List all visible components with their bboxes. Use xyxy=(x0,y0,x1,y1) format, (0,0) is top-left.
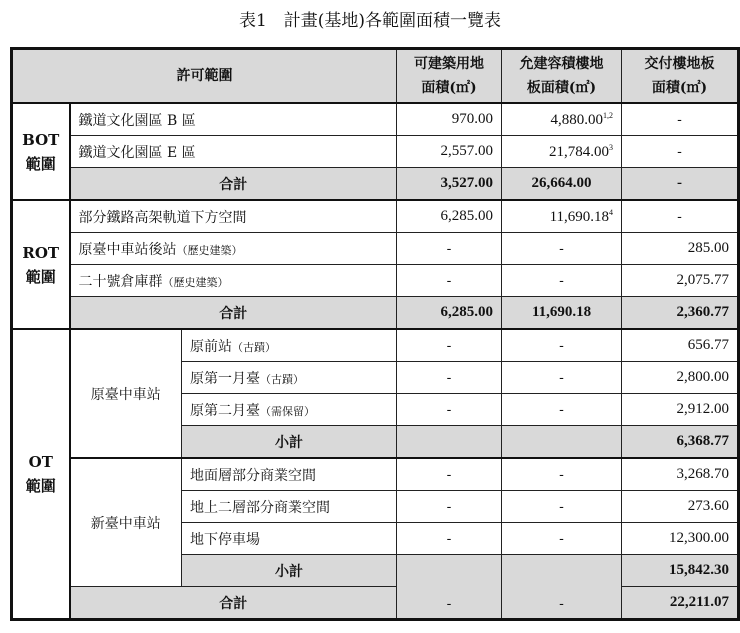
row-name: 小計 xyxy=(182,555,397,587)
cell: 6,285.00 xyxy=(397,200,502,233)
table-row xyxy=(12,329,739,362)
bot-label: BOT 範圍 xyxy=(12,103,70,200)
header-buildable-area: 可建築用地 面積(㎡) xyxy=(397,49,502,104)
cell: - xyxy=(502,394,622,426)
table-row xyxy=(12,265,739,297)
cell: 21,784.00$^3$ xyxy=(502,136,622,168)
row-name: 原第二月臺（需保留） xyxy=(182,394,397,426)
cell: 3,527.00 xyxy=(397,168,502,201)
cell: - xyxy=(502,233,622,265)
cell: - xyxy=(502,265,622,297)
table-row xyxy=(12,136,739,168)
row-name: 鐵道文化園區 B 區 xyxy=(70,103,397,136)
row-name: 部分鐵路高架軌道下方空間 xyxy=(70,200,397,233)
row-name: 鐵道文化園區 E 區 xyxy=(70,136,397,168)
row-name: 地下停車場 xyxy=(182,523,397,555)
cell: - xyxy=(397,491,502,523)
group-name: 原臺中車站 xyxy=(70,329,182,458)
cell: 285.00 xyxy=(622,233,739,265)
table-row xyxy=(12,233,739,265)
cell: 2,075.77 xyxy=(622,265,739,297)
group-name: 新臺中車站 xyxy=(70,458,182,587)
total-row xyxy=(12,297,739,330)
table-row xyxy=(12,103,739,136)
header-row xyxy=(12,49,739,104)
cell: 4,880.00$^{1,2}$ xyxy=(502,103,622,136)
cell: - xyxy=(622,200,739,233)
cell: 6,368.77 xyxy=(622,426,739,459)
row-name: 原前站（古蹟） xyxy=(182,329,397,362)
area-table xyxy=(10,47,740,621)
cell: - xyxy=(622,103,739,136)
cell: 15,842.30 xyxy=(622,555,739,587)
row-name: 合計 xyxy=(70,587,397,620)
cell xyxy=(502,426,622,459)
cell: - xyxy=(502,555,622,620)
cell: 2,912.00 xyxy=(622,394,739,426)
cell: 11,690.18 xyxy=(502,297,622,330)
total-row xyxy=(12,587,739,620)
row-name: 合計 xyxy=(70,297,397,330)
header-scope: 許可範圍 xyxy=(12,49,397,104)
header-delivered-area: 交付樓地板 面積(㎡) xyxy=(622,49,739,104)
cell: - xyxy=(397,329,502,362)
cell: - xyxy=(502,491,622,523)
cell: 3,268.70 xyxy=(622,458,739,491)
cell: 6,285.00 xyxy=(397,297,502,330)
cell: 2,557.00 xyxy=(397,136,502,168)
row-name: 地上二層部分商業空間 xyxy=(182,491,397,523)
cell: - xyxy=(397,394,502,426)
cell: - xyxy=(502,523,622,555)
row-name: 原第一月臺（古蹟） xyxy=(182,362,397,394)
row-name: 原臺中車站後站（歷史建築） xyxy=(70,233,397,265)
cell: - xyxy=(397,458,502,491)
cell: 656.77 xyxy=(622,329,739,362)
cell: - xyxy=(502,458,622,491)
cell: - xyxy=(397,523,502,555)
cell: 2,800.00 xyxy=(622,362,739,394)
header-floor-area: 允建容積樓地 板面積(㎡) xyxy=(502,49,622,104)
row-name: 合計 xyxy=(70,168,397,201)
cell: - xyxy=(622,136,739,168)
cell: 970.00 xyxy=(397,103,502,136)
rot-label: ROT 範圍 xyxy=(12,200,70,329)
table-title: 表1 計畫(基地)各範圍面積一覽表 xyxy=(238,11,502,31)
cell: 26,664.00 xyxy=(502,168,622,201)
row-name: 二十號倉庫群（歷史建築） xyxy=(70,265,397,297)
ot-label: OT 範圍 xyxy=(12,329,70,620)
table-row xyxy=(12,458,739,491)
cell: - xyxy=(502,362,622,394)
cell: - xyxy=(622,168,739,201)
cell xyxy=(397,426,502,459)
row-name: 地面層部分商業空間 xyxy=(182,458,397,491)
cell: - xyxy=(502,329,622,362)
cell: - xyxy=(397,233,502,265)
table-row xyxy=(12,200,739,233)
cell: - xyxy=(397,555,502,620)
cell: - xyxy=(397,362,502,394)
cell: 273.60 xyxy=(622,491,739,523)
total-row xyxy=(12,168,739,201)
row-name: 小計 xyxy=(182,426,397,459)
cell: 11,690.18$^4$ xyxy=(502,200,622,233)
cell: 12,300.00 xyxy=(622,523,739,555)
cell: 2,360.77 xyxy=(622,297,739,330)
cell: 22,211.07 xyxy=(622,587,739,620)
cell: - xyxy=(397,265,502,297)
